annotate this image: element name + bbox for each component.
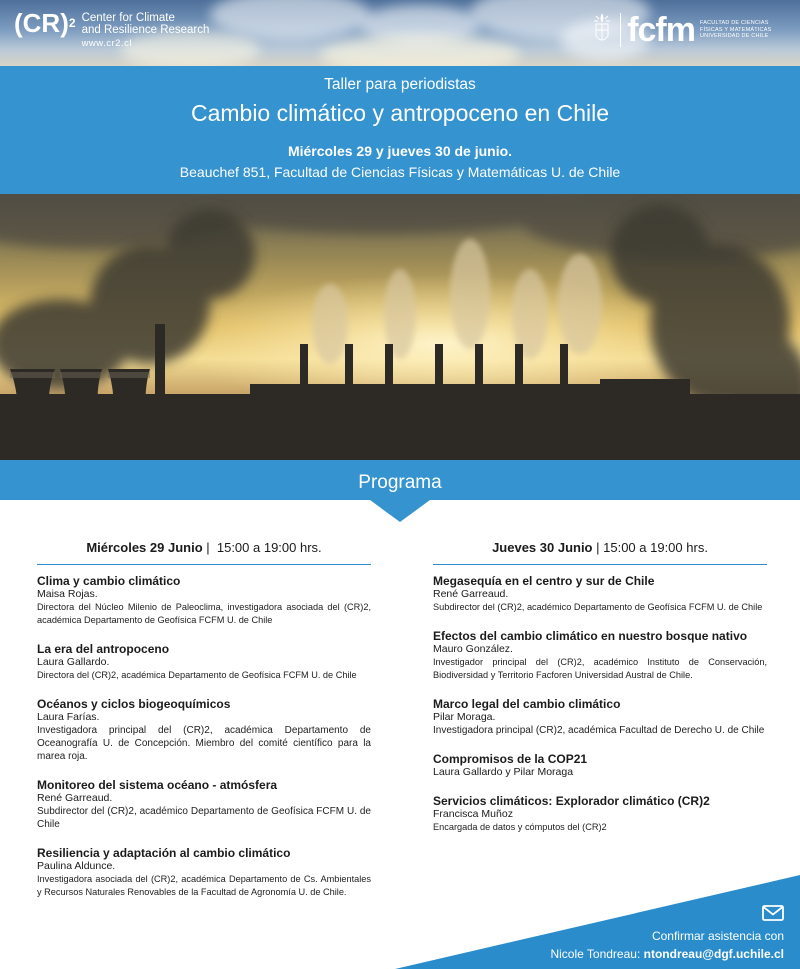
session-speaker: René Garreaud. bbox=[37, 792, 113, 804]
cr2-logo-line1: Center for Climate bbox=[81, 12, 175, 24]
event-place: Beauchef 851, Facultad de Ciencias Físicas y Matemáticas U. de Chile bbox=[179, 164, 621, 180]
session-item bbox=[37, 642, 371, 682]
rsvp-name: Nicole Tondreau: bbox=[550, 947, 641, 961]
session-speaker: Laura Gallardo y Pilar Moraga bbox=[433, 766, 574, 778]
session-description: Directora del (CR)2, académica Departamento de Geofísica FCFM U. de Chile bbox=[37, 670, 357, 680]
fcfm-logo bbox=[590, 12, 780, 48]
industrial-smokestacks-photo bbox=[0, 194, 800, 460]
session-speaker: Pilar Moraga. bbox=[433, 711, 496, 723]
session-description: Subdirector del (CR)2, académico Departamento de Geofísica FCFM U. de Chile bbox=[433, 602, 763, 612]
rsvp-line: Confirmar asistencia con bbox=[651, 929, 784, 943]
programa-banner bbox=[0, 460, 800, 522]
event-pretitle: Taller para periodistas bbox=[324, 76, 476, 93]
fcfm-line3: UNIVERSIDAD DE CHILE bbox=[700, 33, 769, 40]
session-speaker: Paulina Aldunce. bbox=[37, 860, 116, 872]
uchile-seal-icon bbox=[590, 12, 614, 48]
session-speaker: Maisa Rojas. bbox=[37, 588, 98, 600]
session-title: Efectos del cambio climático en nuestro bosque nativo bbox=[433, 629, 748, 643]
session-speaker: Laura Farías. bbox=[37, 711, 100, 723]
session-title: Clima y cambio climático bbox=[37, 574, 181, 588]
session-title: Océanos y ciclos biogeoquímicos bbox=[37, 697, 231, 711]
fcfm-line2: FÍSICAS Y MATEMÁTICAS bbox=[700, 26, 772, 33]
session-title: Resiliencia y adaptación al cambio climático bbox=[37, 846, 291, 860]
session-description: Encargada de datos y cómputos del (CR)2 bbox=[433, 822, 607, 832]
day2-column bbox=[433, 540, 767, 849]
day1-column bbox=[37, 540, 371, 914]
fcfm-logo-mark: fcfm bbox=[627, 11, 695, 49]
session-description: Directora del Núcleo Milenio de Paleoclima, investigadora asociada del (CR)2, académica Departamento de Geofísica FCFM U. de Chile bbox=[37, 602, 371, 625]
cr2-logo-mark: (CR)$^2$ bbox=[14, 8, 76, 38]
session-description: Investigadora principal del (CR)2, académica Departamento de Oceanografía U. de Concepción. Miembro del comité científico para la marea roja. bbox=[37, 725, 371, 762]
session-item bbox=[433, 794, 767, 834]
event-dates: Miércoles 29 y jueves 30 de junio. bbox=[287, 143, 513, 159]
session-item bbox=[37, 778, 371, 831]
day2-header: Jueves 30 Junio | 15:00 a 19:00 hrs. bbox=[433, 540, 767, 565]
session-speaker: Mauro González. bbox=[433, 643, 513, 655]
cr2-logo bbox=[14, 10, 209, 50]
session-item bbox=[37, 697, 371, 763]
session-speaker: René Garreaud. bbox=[433, 588, 509, 600]
session-description: Investigador principal del (CR)2, académico Instituto de Conservación, Biodiversidad y Territorio Facforen Universidad Austral de Chile. bbox=[433, 657, 767, 680]
session-item bbox=[433, 752, 767, 779]
session-speaker: Francisca Muñoz bbox=[433, 808, 513, 820]
rsvp-email[interactable]: ntondreau@dgf.uchile.cl bbox=[643, 947, 784, 961]
session-description: Subdirector del (CR)2, académico Departamento de Geofísica FCFM U. de Chile bbox=[37, 806, 371, 830]
session-title: Marco legal del cambio climático bbox=[433, 697, 621, 711]
session-item bbox=[433, 574, 767, 614]
session-title: La era del antropoceno bbox=[37, 642, 170, 656]
mail-icon bbox=[762, 905, 784, 921]
day1-time: 15:00 a 19:00 hrs. bbox=[216, 540, 322, 555]
day2-time: 15:00 a 19:00 hrs. bbox=[603, 540, 708, 555]
cr2-logo-line2: and Resilience Research bbox=[81, 24, 210, 36]
session-item bbox=[433, 629, 767, 682]
header-sky bbox=[0, 0, 800, 66]
rsvp-block bbox=[550, 927, 784, 963]
day2-date: Jueves 30 Junio bbox=[492, 540, 593, 555]
session-item bbox=[433, 697, 767, 737]
session-description: Investigadora principal (CR)2, académica Facultad de Derecho U. de Chile bbox=[433, 725, 765, 736]
session-title: Monitoreo del sistema océano - atmósfera bbox=[37, 778, 278, 792]
session-title: Compromisos de la COP21 bbox=[433, 752, 588, 766]
event-title: Cambio climático y antropoceno en Chile bbox=[190, 100, 610, 126]
session-speaker: Laura Gallardo. bbox=[37, 656, 110, 668]
day1-header: Miércoles 29 Junio | 15:00 a 19:00 hrs. bbox=[37, 540, 371, 565]
session-title: Megasequía en el centro y sur de Chile bbox=[433, 574, 655, 588]
cr2-url: www.cr2.cl bbox=[81, 38, 132, 49]
programa-label: Programa bbox=[358, 472, 442, 493]
title-band bbox=[0, 66, 800, 194]
session-description: Investigadora asociada del (CR)2, académica Departamento de Cs. Ambientales y Recursos Naturales Renovables de la Facultad de Agronomía U. de Chile. bbox=[37, 874, 371, 897]
fcfm-line1: FACULTAD DE CIENCIAS bbox=[700, 20, 769, 27]
day1-date: Miércoles 29 Junio bbox=[86, 540, 203, 555]
session-item bbox=[37, 574, 371, 627]
session-title: Servicios climáticos: Explorador climático (CR)2 bbox=[433, 794, 710, 808]
